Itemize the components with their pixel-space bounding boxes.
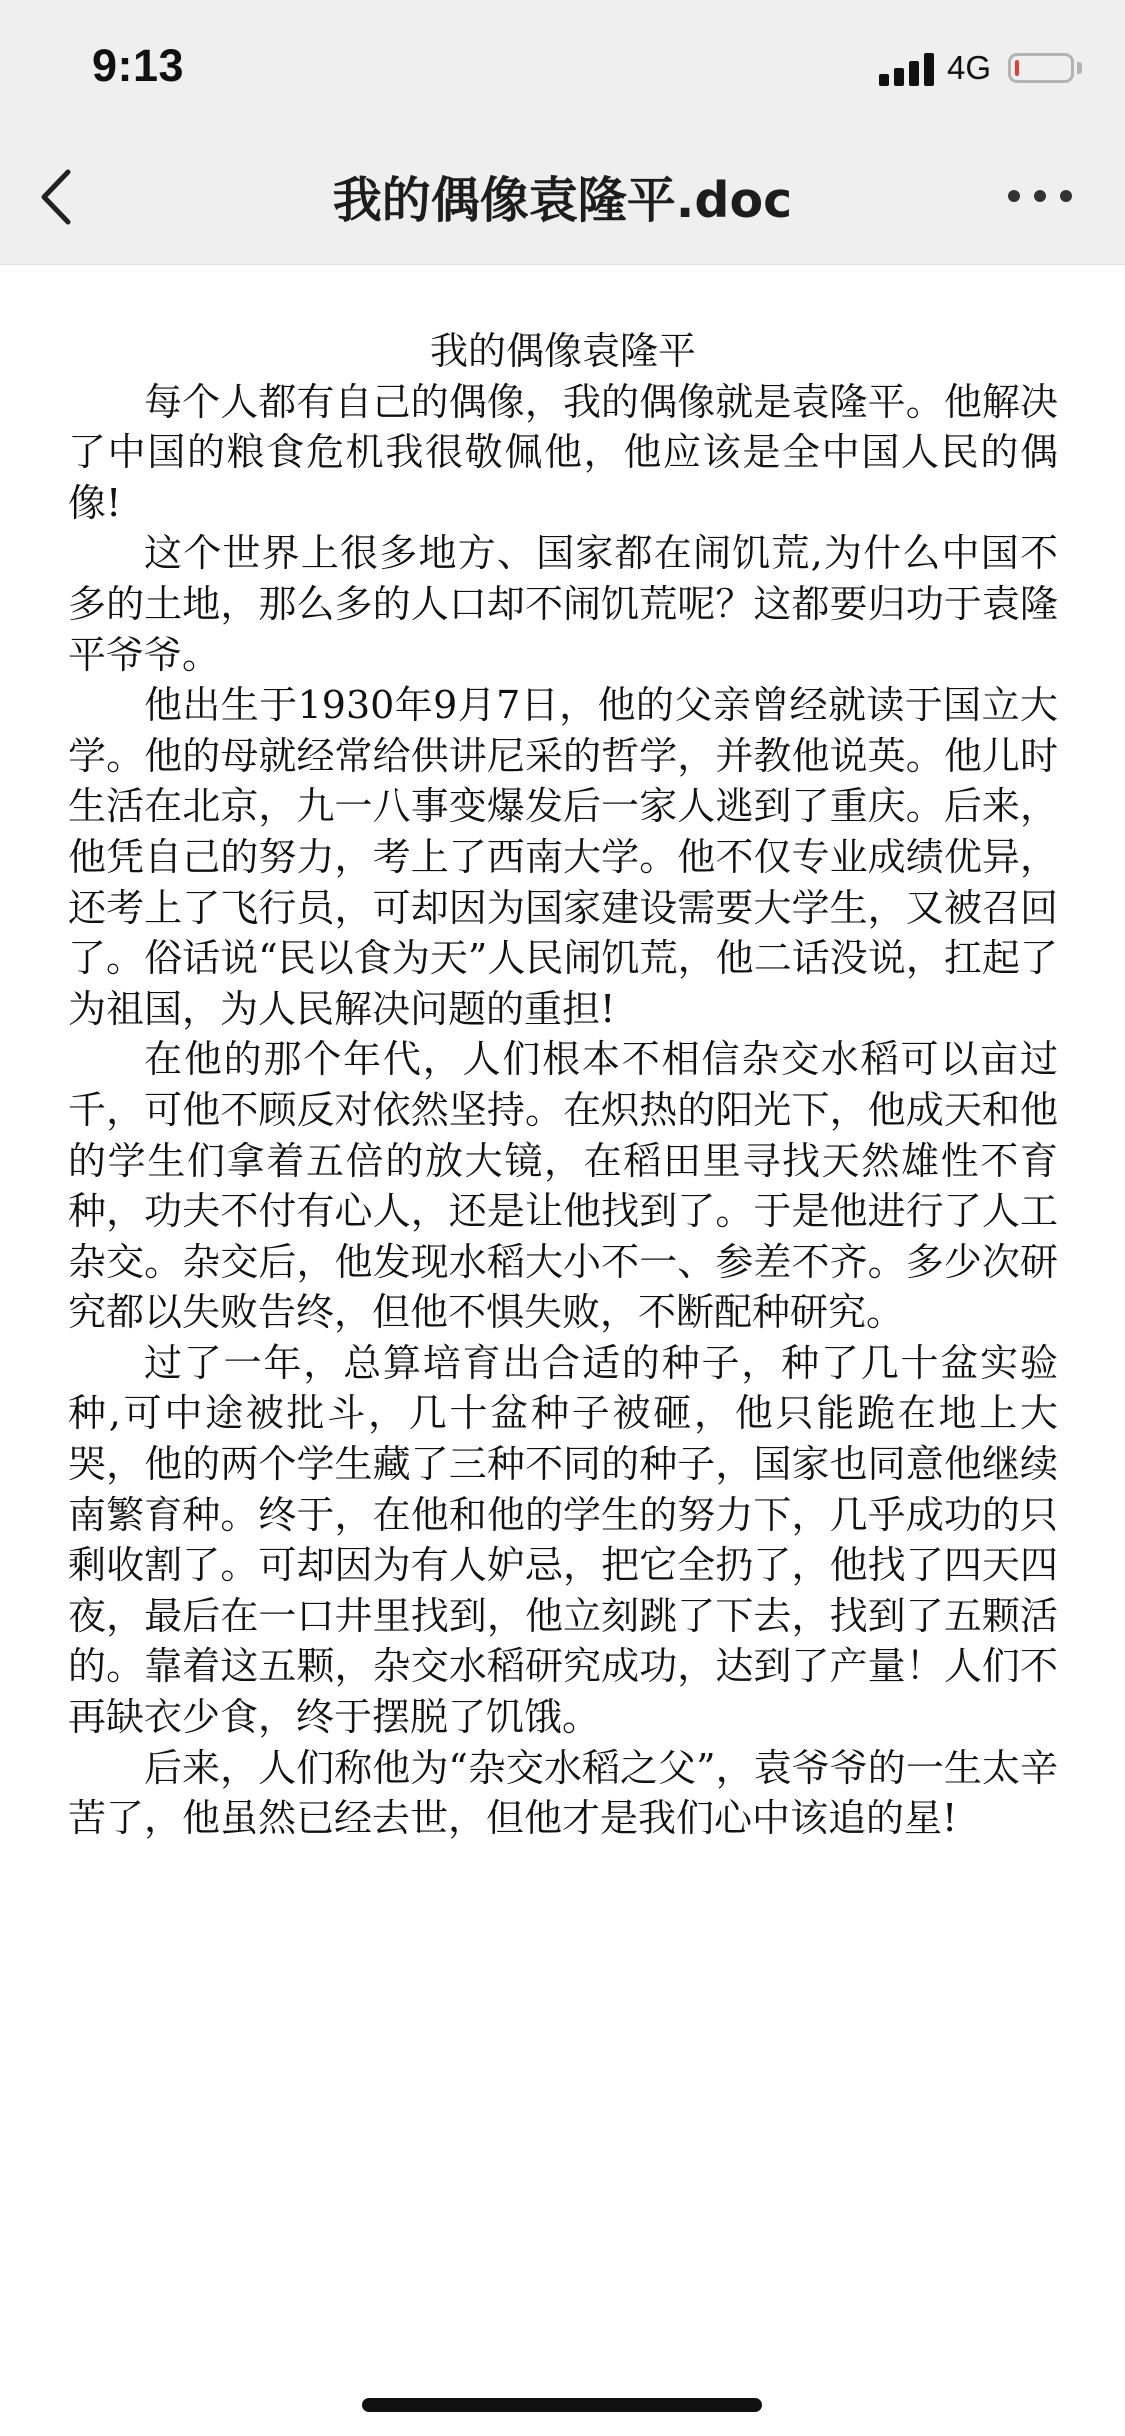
battery-tip <box>1077 62 1082 74</box>
chevron-left-icon <box>38 164 78 230</box>
paragraph: 这个世界上很多地方、国家都在闹饥荒,为什么中国不多的土地，那么多的人口却不闹饥荒呢？这都要归功于袁隆平爷爷。 <box>68 531 1058 677</box>
cellular-signal-icon <box>879 52 935 86</box>
navigation-bar <box>0 132 1125 264</box>
paragraph: 后来，人们称他为“杂交水稻之父”，袁爷爷的一生太辛苦了，他虽然已经去世，但他才是我们心中该追的星! <box>68 1745 1058 1841</box>
status-bar <box>0 0 1125 132</box>
paragraph: 他出生于1930年9月7日，他的父亲曾经就读于国立大学。他的母就经常给供讲尼采的哲学，并教他说英。他儿时生活在北京，九一八事变爆发后一家人逃到了重庆。后来，他凭自己的努力，考上了西南大学。他不仅专业成绩优异，还考上了飞行员，可却因为国家建设需要大学生，又被召回了。俗话说“民以食为天”人民闹饥荒，他二话没说，扛起了为祖国，为人民解决问题的重担! <box>68 683 1058 1031</box>
paragraph: 每个人都有自己的偶像，我的偶像就是袁隆平。他解决了中国的粮食危机我很敬佩他，他应该是全中国人民的偶像! <box>68 379 1058 525</box>
back-button[interactable] <box>38 164 98 230</box>
more-horizontal-icon <box>1008 190 1020 202</box>
paragraph: 在他的那个年代，人们根本不相信杂交水稻可以亩过千，可他不顾反对依然坚持。在炽热的阳光下，他成天和他的学生们拿着五倍的放大镜，在稻田里寻找天然雄性不育种，功夫不付有心人，还是让他找到了。于是他进行了人工杂交。杂交后，他发现水稻大小不一、参差不齐。多少次研究都以失败告终，但他不惧失败，不断配种研究。 <box>68 1037 1058 1335</box>
battery-level <box>1015 60 1019 76</box>
battery-icon <box>1008 53 1074 83</box>
status-time: 9:13 <box>92 40 185 91</box>
paragraph: 过了一年，总算培育出合适的种子，种了几十盆实验种,可中途被批斗，几十盆种子被砸，他只能跪在地上大哭，他的两个学生藏了三种不同的种子，国家也同意他继续南繁育种。终于，在他和他的学生的努力下，几乎成功的只剩收割了。可却因为有人妒忌，把它全扔了，他找了四天四夜，最后在一口井里找到，他立刻跳了下去，找到了五颗活的。靠着这五颗，杂交水稻研究成功，达到了产量！人们不再缺衣少食，终于摆脱了饥饿。 <box>68 1340 1058 1740</box>
more-button[interactable] <box>1008 184 1074 208</box>
network-type: 4G <box>947 49 992 86</box>
essay-title: 我的偶像袁隆平 <box>429 329 696 373</box>
document-file-title: 我的偶像袁隆平.doc <box>332 172 793 229</box>
home-indicator[interactable] <box>362 2398 762 2412</box>
app-header <box>0 0 1125 265</box>
document-content <box>68 326 1058 1844</box>
